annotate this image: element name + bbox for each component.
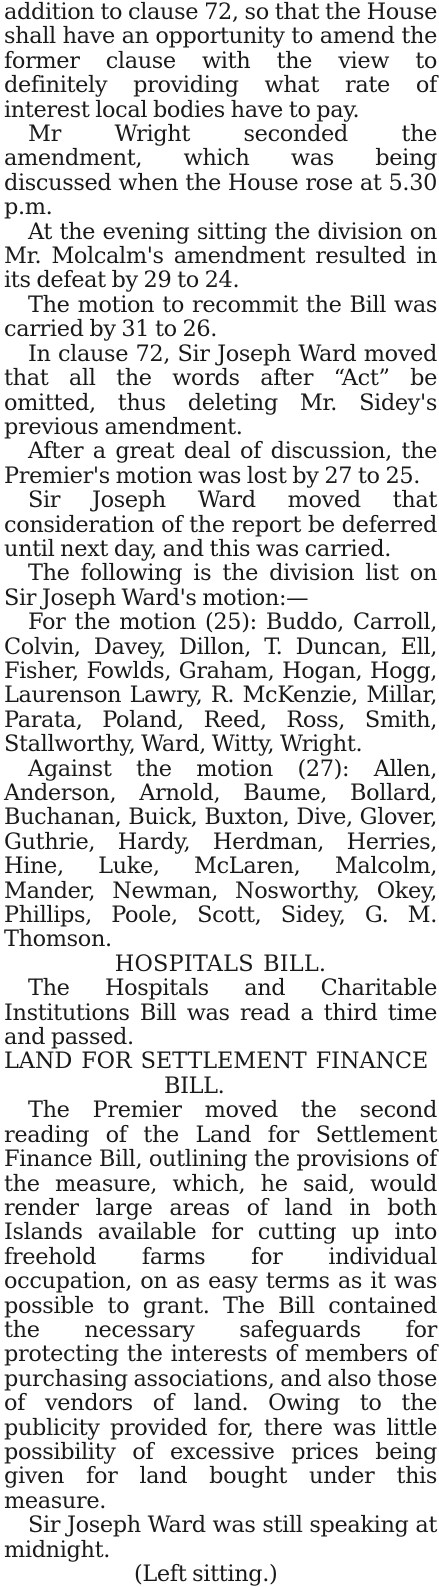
hospitals-paragraph: The Hospitals and Charitable Institutions Bill was read a third time and passed. bbox=[4, 975, 437, 1051]
section-heading-land: LAND FOR SETTLEMENT FINANCE bbox=[4, 1048, 429, 1075]
article-paragraph: At the evening sitting the division on Mr. Molcalm's amendment resulted in its defeat by 29 to 24. bbox=[4, 218, 437, 294]
article-paragraph: In clause 72, Sir Joseph Ward moved that all the words after “Act” be omitted, thus deleting Mr. Sidey's previous amendment. bbox=[4, 340, 437, 440]
article-paragraph: Mr Wright seconded the amendment, which was being discussed when the House rose at 5.30 p.m. bbox=[4, 121, 437, 221]
division-list-for: For the motion (25): Buddo, Carroll, Colvin, Davey, Dillon, T. Duncan, Ell, Fisher, Fowlds, Graham, Hogan, Hogg, Laurenson Lawry, R. McKenzie, Millar, Parata, Poland, Reed, Ross, Smith, Stallworthy, Ward, Witty, Wright. bbox=[4, 609, 437, 758]
land-paragraph: The Premier moved the second reading of the Land for Settlement Finance Bill, outlining the provisions of the measure, which, he said, would render large areas of land in both Islands available for cutting up into freehold farms for individual occupation, on as easy terms as it was possible to grant. The Bill contained the necessary safeguards for protecting the interests of members of purchasing associations, and also those of vendors of land. Owing to the publicity provided for, there was little possibility of excessive prices being given for land bought under this measure. bbox=[4, 1097, 437, 1514]
article-paragraph: Sir Joseph Ward moved that consideration of the report be deferred until next day, and this was carried. bbox=[4, 487, 437, 562]
article-paragraph: addition to clause 72, so that the House shall have an opportunity to amend the former clause with the view to definitely providing what rate of interest local bodies have to pay. bbox=[4, 0, 437, 123]
section-heading-hospitals: HOSPITALS BILL. bbox=[114, 950, 327, 977]
section-heading-land-line2: BILL. bbox=[164, 1072, 225, 1099]
division-list-against: Against the motion (27): Allen, Anderson, Arnold, Baume, Bollard, Buchanan, Buick, Buxton, Dive, Glover, Guthrie, Hardy, Herdman, Herries, Hine, Luke, McLaren, Malcolm, Mander, Newman, Nosworthy, Okey, Phillips, Poole, Scott, Sidey, G. M. Thomson. bbox=[4, 755, 437, 953]
article-paragraph: The following is the division list on Sir Joseph Ward's motion:— bbox=[4, 560, 437, 611]
closing-note: (Left sitting.) bbox=[134, 1561, 278, 1587]
land-final-paragraph: Sir Joseph Ward was still speaking at midnight. bbox=[4, 1512, 437, 1563]
article-paragraph: After a great deal of discussion, the Premier's motion was lost by 27 to 25. bbox=[4, 438, 437, 489]
newspaper-column bbox=[4, 0, 437, 1586]
article-paragraph: The motion to recommit the Bill was carried by 31 to 26. bbox=[4, 291, 437, 343]
